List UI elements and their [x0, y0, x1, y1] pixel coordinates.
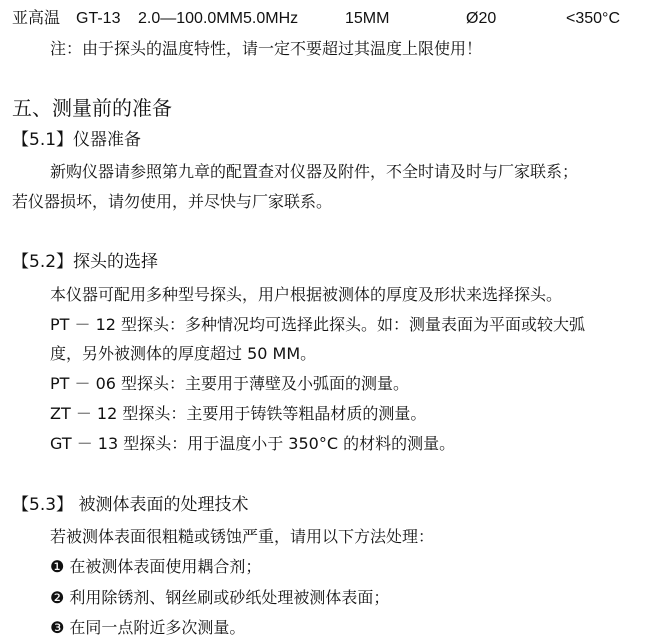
- paragraph-line: 本仪器可配用多种型号探头，用户根据被测体的厚度及形状来选择探头。: [50, 285, 563, 304]
- section-title: 五、测量前的准备: [12, 96, 172, 120]
- subsection-title-5-1: 【5.1】仪器准备: [12, 130, 142, 150]
- list-item: ❶ 在被测体表面使用耦合剂；: [50, 557, 262, 576]
- paragraph-line: 若被测体表面很粗糙或锈蚀严重，请用以下方法处理：: [50, 527, 435, 546]
- paragraph-line: GT － 13 型探头：用于温度小于 350°C 的材料的测量。: [50, 434, 456, 453]
- paragraph-line: 新购仪器请参照第九章的配置查对仪器及附件，不全时请及时与厂家联系；: [50, 162, 579, 181]
- probe-model: GT-13: [76, 10, 121, 27]
- subsection-title-5-2: 【5.2】探头的选择: [12, 252, 159, 272]
- paragraph-line: ZT － 12 型探头：主要用于铸铁等粗晶材质的测量。: [50, 404, 427, 423]
- paragraph-line: PT － 06 型探头：主要用于薄壁及小弧面的测量。: [50, 374, 410, 393]
- temperature-note: 注：由于探头的温度特性，请一定不要超过其温度上限使用！: [50, 39, 483, 58]
- paragraph-line: 度，另外被测体的厚度超过 50 MM。: [50, 344, 317, 363]
- probe-diameter: Ø20: [466, 10, 497, 27]
- probe-range: 2.0—100.0MM: [138, 10, 243, 27]
- list-item: ❷ 利用除锈剂、钢丝刷或砂纸处理被测体表面；: [50, 588, 390, 607]
- list-item: ❸ 在同一点附近多次测量。: [50, 618, 246, 637]
- paragraph-line: 若仪器损坏，请勿使用，并尽快与厂家联系。: [12, 192, 333, 211]
- paragraph-line: PT － 12 型探头：多种情况均可选择此探头。如：测量表面为平面或较大弧: [50, 315, 586, 334]
- subsection-title-5-3: 【5.3】 被测体表面的处理技术: [12, 495, 249, 515]
- probe-freq: 5.0MHz: [243, 10, 299, 27]
- probe-contact: 15MM: [345, 10, 390, 27]
- probe-name: 亚高温: [12, 10, 61, 27]
- probe-temp: <350°C: [566, 10, 620, 27]
